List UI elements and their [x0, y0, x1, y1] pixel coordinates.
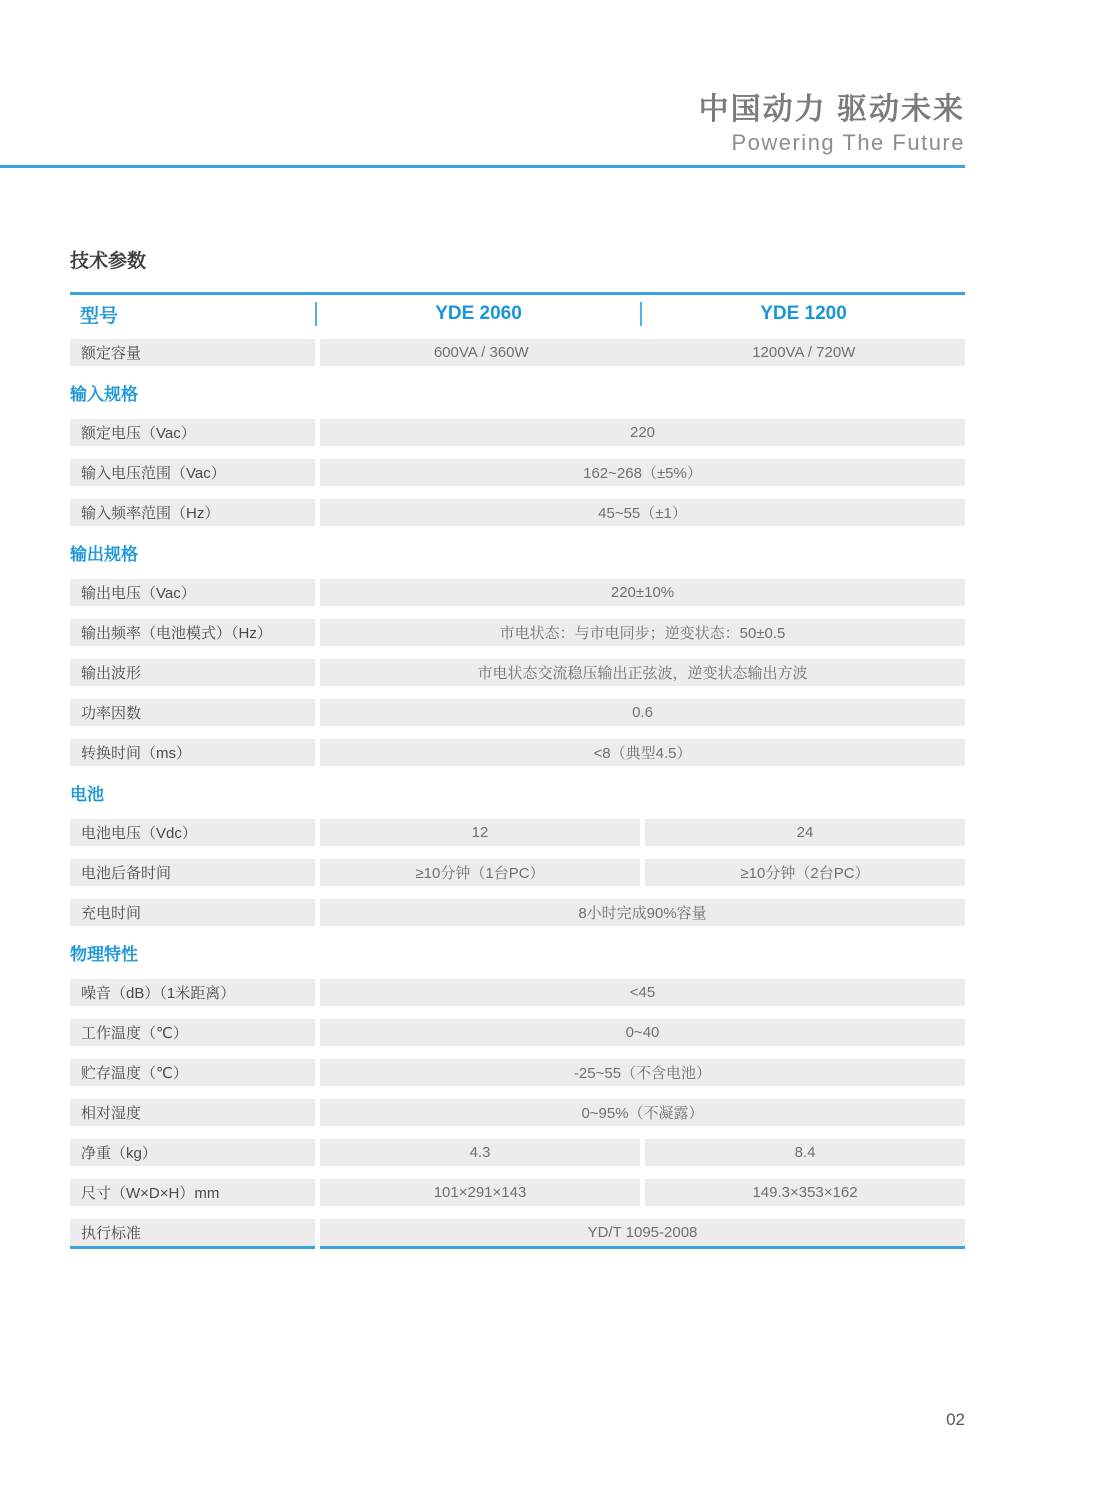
row-label: 输出频率（电池模式）（Hz） — [70, 619, 315, 646]
row-label: 转换时间（ms） — [70, 739, 315, 766]
row-value: -25~55（不含电池） — [320, 1059, 965, 1086]
table-row-storage-temperature — [70, 1059, 965, 1086]
table-row-input-voltage-range — [70, 459, 965, 486]
spec-table — [70, 292, 965, 1259]
row-label: 电池电压（Vdc） — [70, 819, 315, 846]
value-yde1200: ≥10分钟（2台PC） — [645, 859, 965, 886]
row-value: 0~40 — [320, 1019, 965, 1046]
row-label: 净重（kg） — [70, 1139, 315, 1166]
row-value: <45 — [320, 979, 965, 1006]
section-title-output-spec: 输出规格 — [70, 545, 138, 564]
table-row-rated-capacity — [70, 339, 965, 366]
value-yde2060: ≥10分钟（1台PC） — [320, 859, 640, 886]
value-yde2060: 12 — [320, 819, 640, 846]
row-value: 市电状态：与市电同步；逆变状态：50±0.5 — [320, 619, 965, 646]
row-label: 额定电压（Vac） — [70, 419, 315, 446]
table-row-output-voltage — [70, 579, 965, 606]
row-value: 市电状态交流稳压输出正弦波，逆变状态输出方波 — [320, 659, 965, 686]
row-value: YD/T 1095-2008 — [320, 1219, 965, 1246]
value-yde1200: 24 — [645, 819, 965, 846]
spec-content — [70, 252, 965, 1259]
masthead — [0, 92, 965, 156]
table-row-battery-backup-time — [70, 859, 965, 886]
section-title-input-spec: 输入规格 — [70, 385, 138, 404]
row-value: 162~268（±5%） — [320, 459, 965, 486]
table-row-rated-voltage — [70, 419, 965, 446]
model-header-label: 型号 — [80, 305, 119, 327]
row-label: 输入电压范围（Vac） — [70, 459, 315, 486]
table-row-output-waveform — [70, 659, 965, 686]
table-row-noise — [70, 979, 965, 1006]
row-label: 充电时间 — [70, 899, 315, 926]
model-header-row — [70, 295, 965, 333]
row-label: 贮存温度（℃） — [70, 1059, 315, 1086]
row-label: 工作温度（℃） — [70, 1019, 315, 1046]
table-row-charge-time — [70, 899, 965, 926]
model-name-yde2060: YDE 2060 — [435, 303, 522, 324]
row-values — [320, 339, 965, 366]
section-title-battery: 电池 — [70, 785, 104, 804]
row-label: 噪音（dB）（1米距离） — [70, 979, 315, 1006]
row-value: 8小时完成90%容量 — [320, 899, 965, 926]
value-yde2060: 600VA / 360W — [320, 339, 643, 366]
row-label: 相对湿度 — [70, 1099, 315, 1126]
section-title-physical: 物理特性 — [70, 945, 138, 964]
value-yde1200: 149.3×353×162 — [645, 1179, 965, 1206]
row-label: 功率因数 — [70, 699, 315, 726]
masthead-divider-line — [0, 165, 965, 168]
table-row-net-weight — [70, 1139, 965, 1166]
table-row-operating-temperature — [70, 1019, 965, 1046]
row-label: 输出波形 — [70, 659, 315, 686]
value-yde2060: 101×291×143 — [320, 1179, 640, 1206]
brand-slogan-chinese: 中国动力 驱动未来 — [698, 93, 965, 126]
table-row-output-frequency — [70, 619, 965, 646]
table-row-power-factor — [70, 699, 965, 726]
table-row-battery-voltage — [70, 819, 965, 846]
row-value: 220 — [320, 419, 965, 446]
row-label: 电池后备时间 — [70, 859, 315, 886]
row-label: 输出电压（Vac） — [70, 579, 315, 606]
table-row-input-frequency-range — [70, 499, 965, 526]
row-value: 0~95%（不凝露） — [320, 1099, 965, 1126]
value-yde1200: 1200VA / 720W — [643, 339, 966, 366]
table-row-standard — [70, 1219, 965, 1246]
page-title: 技术参数 — [70, 251, 147, 272]
row-value: 45~55（±1） — [320, 499, 965, 526]
value-yde2060: 4.3 — [320, 1139, 640, 1166]
row-value: 0.6 — [320, 699, 965, 726]
table-row-dimensions — [70, 1179, 965, 1206]
value-yde1200: 8.4 — [645, 1139, 965, 1166]
row-label: 额定容量 — [70, 339, 315, 366]
table-row-transfer-time — [70, 739, 965, 766]
row-label: 输入频率范围（Hz） — [70, 499, 315, 526]
row-label: 执行标准 — [70, 1219, 315, 1246]
row-value: 220±10% — [320, 579, 965, 606]
row-value: <8（典型4.5） — [320, 739, 965, 766]
model-name-yde1200: YDE 1200 — [760, 303, 847, 324]
page-number: 02 — [946, 1410, 965, 1429]
table-row-relative-humidity — [70, 1099, 965, 1126]
row-label: 尺寸（W×D×H）mm — [70, 1179, 315, 1206]
brand-slogan-english: Powering The Future — [731, 130, 965, 155]
